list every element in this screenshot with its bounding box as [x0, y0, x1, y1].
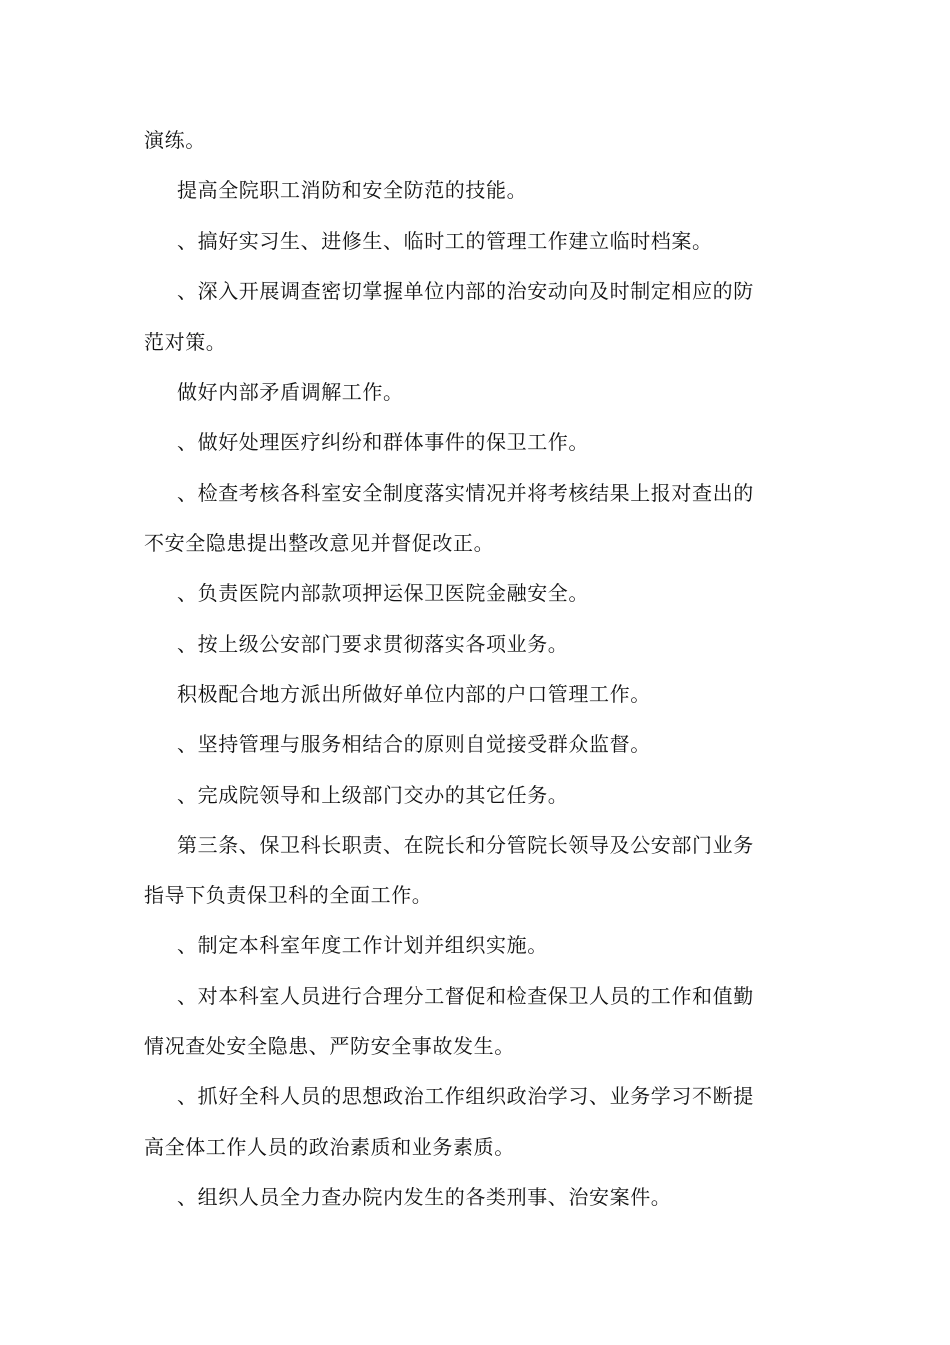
text-line-1: 演练。: [144, 128, 206, 152]
text-line-18: 、对本科室人员进行合理分工督促和检查保卫人员的工作和值勤: [177, 984, 754, 1008]
text-line-14: 、完成院领导和上级部门交办的其它任务。: [177, 783, 569, 807]
text-line-13: 、坚持管理与服务相结合的原则自觉接受群众监督。: [177, 732, 651, 756]
text-line-8: 、检查考核各科室安全制度落实情况并将考核结果上报对查出的: [177, 481, 754, 505]
text-line-17: 、制定本科室年度工作计划并组织实施。: [177, 933, 548, 957]
text-line-20: 、抓好全科人员的思想政治工作组织政治学习、业务学习不断提: [177, 1084, 754, 1108]
text-line-7: 、做好处理医疗纠纷和群体事件的保卫工作。: [177, 430, 589, 454]
text-line-10: 、负责医院内部款项押运保卫医院金融安全。: [177, 581, 589, 605]
text-line-15: 第三条、保卫科长职责、在院长和分管院长领导及公安部门业务: [177, 833, 754, 857]
text-line-21: 高全体工作人员的政治素质和业务素质。: [144, 1135, 515, 1159]
text-line-5: 范对策。: [144, 330, 227, 354]
text-line-16: 指导下负责保卫科的全面工作。: [144, 883, 433, 907]
text-line-4: 、深入开展调查密切掌握单位内部的治安动向及时制定相应的防: [177, 279, 754, 303]
text-line-6: 做好内部矛盾调解工作。: [177, 380, 404, 404]
text-line-9: 不安全隐患提出整改意见并督促改正。: [144, 531, 495, 555]
text-line-22: 、组织人员全力查办院内发生的各类刑事、治安案件。: [177, 1185, 672, 1209]
text-line-2: 提高全院职工消防和安全防范的技能。: [177, 178, 528, 202]
text-line-19: 情况查处安全隐患、严防安全事故发生。: [144, 1034, 515, 1058]
text-line-11: 、按上级公安部门要求贯彻落实各项业务。: [177, 632, 569, 656]
text-line-3: 、搞好实习生、进修生、临时工的管理工作建立临时档案。: [177, 229, 713, 253]
text-line-12: 积极配合地方派出所做好单位内部的户口管理工作。: [177, 682, 651, 706]
